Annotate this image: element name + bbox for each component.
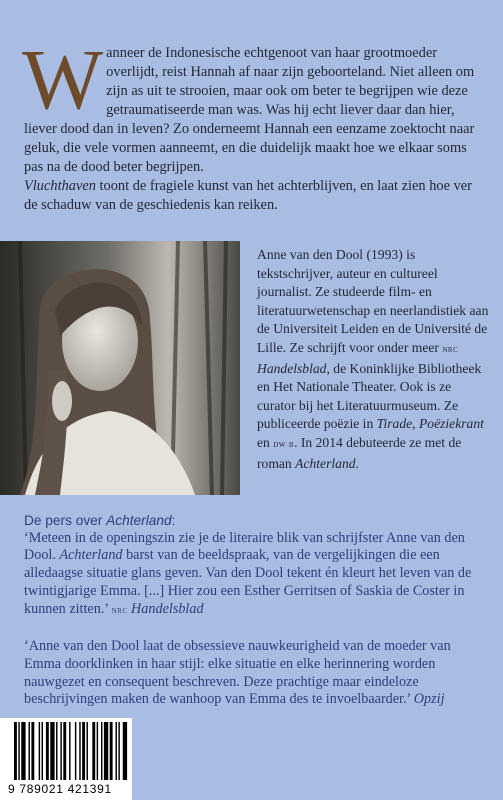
bio-text-4: . In 2014 debuteerde ze met de roman — [257, 434, 462, 471]
barcode-bar — [97, 722, 98, 780]
author-portrait-image — [0, 241, 240, 495]
bio-text-1: Anne van den Dool (1993) is tekstschrijver, auteur en cultureel journalist. Ze studeerde film- en literatuurwetenschap en neerlandistiek aan de Universiteit Leiden en de Université de Lille. Ze schrijft voor onder meer — [257, 247, 489, 355]
bio-tirade: Tirade — [376, 416, 413, 432]
bio-achterland: Achterland — [295, 455, 356, 471]
press-heading-title: Achterland — [106, 513, 172, 528]
barcode-bar — [39, 722, 40, 780]
bio-handelsblad: Handelsblad — [257, 360, 327, 376]
barcode-bar — [21, 722, 25, 780]
bio-text-2: , de Koninklijke Bibliotheek en Het Nationale Theater. Ook is ze curator bij het Literatuurmuseum. Ze publiceerde poëzie in — [257, 360, 482, 432]
quote1-text-a: ‘Meteen in de openingszin zie je de literaire blik van schrijfster Anne van den Dool. — [24, 529, 465, 564]
barcode-bar — [82, 722, 85, 780]
barcode-bar — [92, 722, 95, 780]
blurb-paragraph-2 — [24, 177, 486, 215]
blurb-paragraph-1: anneer de Indonesische echtgenoot van haar grootmoeder overlijdt, reist Hannah af naar zijn geboorteland. Niet alleen om zijn as uit te strooien, maar ook om beter te begrijpen wie deze getraumatiseerde man was. Was hij echt liever daar dan hier, liever dood dan in leven? Zo onderneemt Hannah een eenzame zoektocht naar geluk, die vele vormen aanneemt, en die duidelijk maakt hoe we elkaar soms pas na de dood beter begrijpen. — [24, 45, 475, 175]
quote2-source: Opzij — [413, 691, 445, 708]
quote1-title: Achterland — [59, 547, 123, 564]
bio-nrc: nrc — [442, 343, 459, 355]
barcode-bar — [42, 722, 43, 780]
barcode-bar — [56, 722, 57, 780]
bio-sep: , — [412, 416, 419, 432]
author-photo — [0, 241, 240, 495]
barcode-bar — [110, 722, 113, 780]
author-bio — [257, 246, 493, 473]
bio-dwb: dw b — [273, 438, 295, 450]
barcode-bar — [87, 722, 88, 780]
barcode-bar — [118, 722, 119, 780]
press-heading-prefix: De pers over — [24, 513, 107, 528]
barcode-bar — [104, 722, 108, 780]
press-quote-1 — [24, 530, 486, 620]
barcode-bars — [0, 718, 132, 782]
blurb-paragraph-2-text: toont de fragiele kunst van het achterblijven, en laat zien hoe ver de schaduw van de geschiedenis kan reiken. — [24, 178, 472, 213]
barcode-bar — [14, 722, 17, 780]
barcode-bar — [50, 722, 54, 780]
barcode-bar — [116, 722, 117, 780]
bio-end: . — [355, 455, 359, 471]
barcode-bar — [60, 722, 61, 780]
barcode-bar — [46, 722, 49, 780]
quote1-source-nrc: nrc — [111, 604, 128, 616]
dropcap-letter: W — [22, 31, 104, 127]
barcode-bar — [123, 722, 127, 780]
barcode-bar — [79, 722, 80, 780]
bio-text-3: en — [257, 434, 274, 450]
barcode-bar — [29, 722, 30, 780]
bio-poeziekrant: Poëziekrant — [418, 416, 484, 432]
isbn-number: 9 789021 421391 — [8, 782, 112, 796]
barcode-bar — [75, 722, 76, 780]
press-heading-suffix: : — [171, 513, 176, 528]
quote1-source-handelsblad: Handelsblad — [131, 600, 204, 617]
barcode-bar — [31, 722, 34, 780]
barcode-bar — [18, 722, 19, 780]
press-quotes — [24, 512, 486, 709]
press-heading — [24, 512, 486, 530]
barcode-bar — [63, 722, 66, 780]
barcode-bar — [69, 722, 70, 780]
press-quote-2 — [24, 638, 486, 709]
blurb-text — [22, 31, 486, 215]
barcode-bar — [101, 722, 102, 780]
quote1-text-b: barst van de beeldspraak, van de vergelijkingen die een alledaagse situatie glans geven. Van den Dool tekent én kleurt het leven van de twintigjarige Emma. [...] Hier zou een Esther Gerritsen of Saskia de Coster in kunnen zitten.’ — [24, 547, 472, 617]
quote2-text: ‘Anne van den Dool laat de obsessieve nauwkeurigheid van de moeder van Emma doorklinken in haar stijl: elke situatie en elke herinnering worden nauwgezet en consequent beschreven. Deze prachtige maar eindeloze beschrijvingen maken de wanhoop van Emma des te invoelbaarder.’ — [24, 638, 451, 708]
book-title-vluchthaven: Vluchthaven — [24, 178, 96, 194]
isbn-barcode — [0, 718, 132, 800]
